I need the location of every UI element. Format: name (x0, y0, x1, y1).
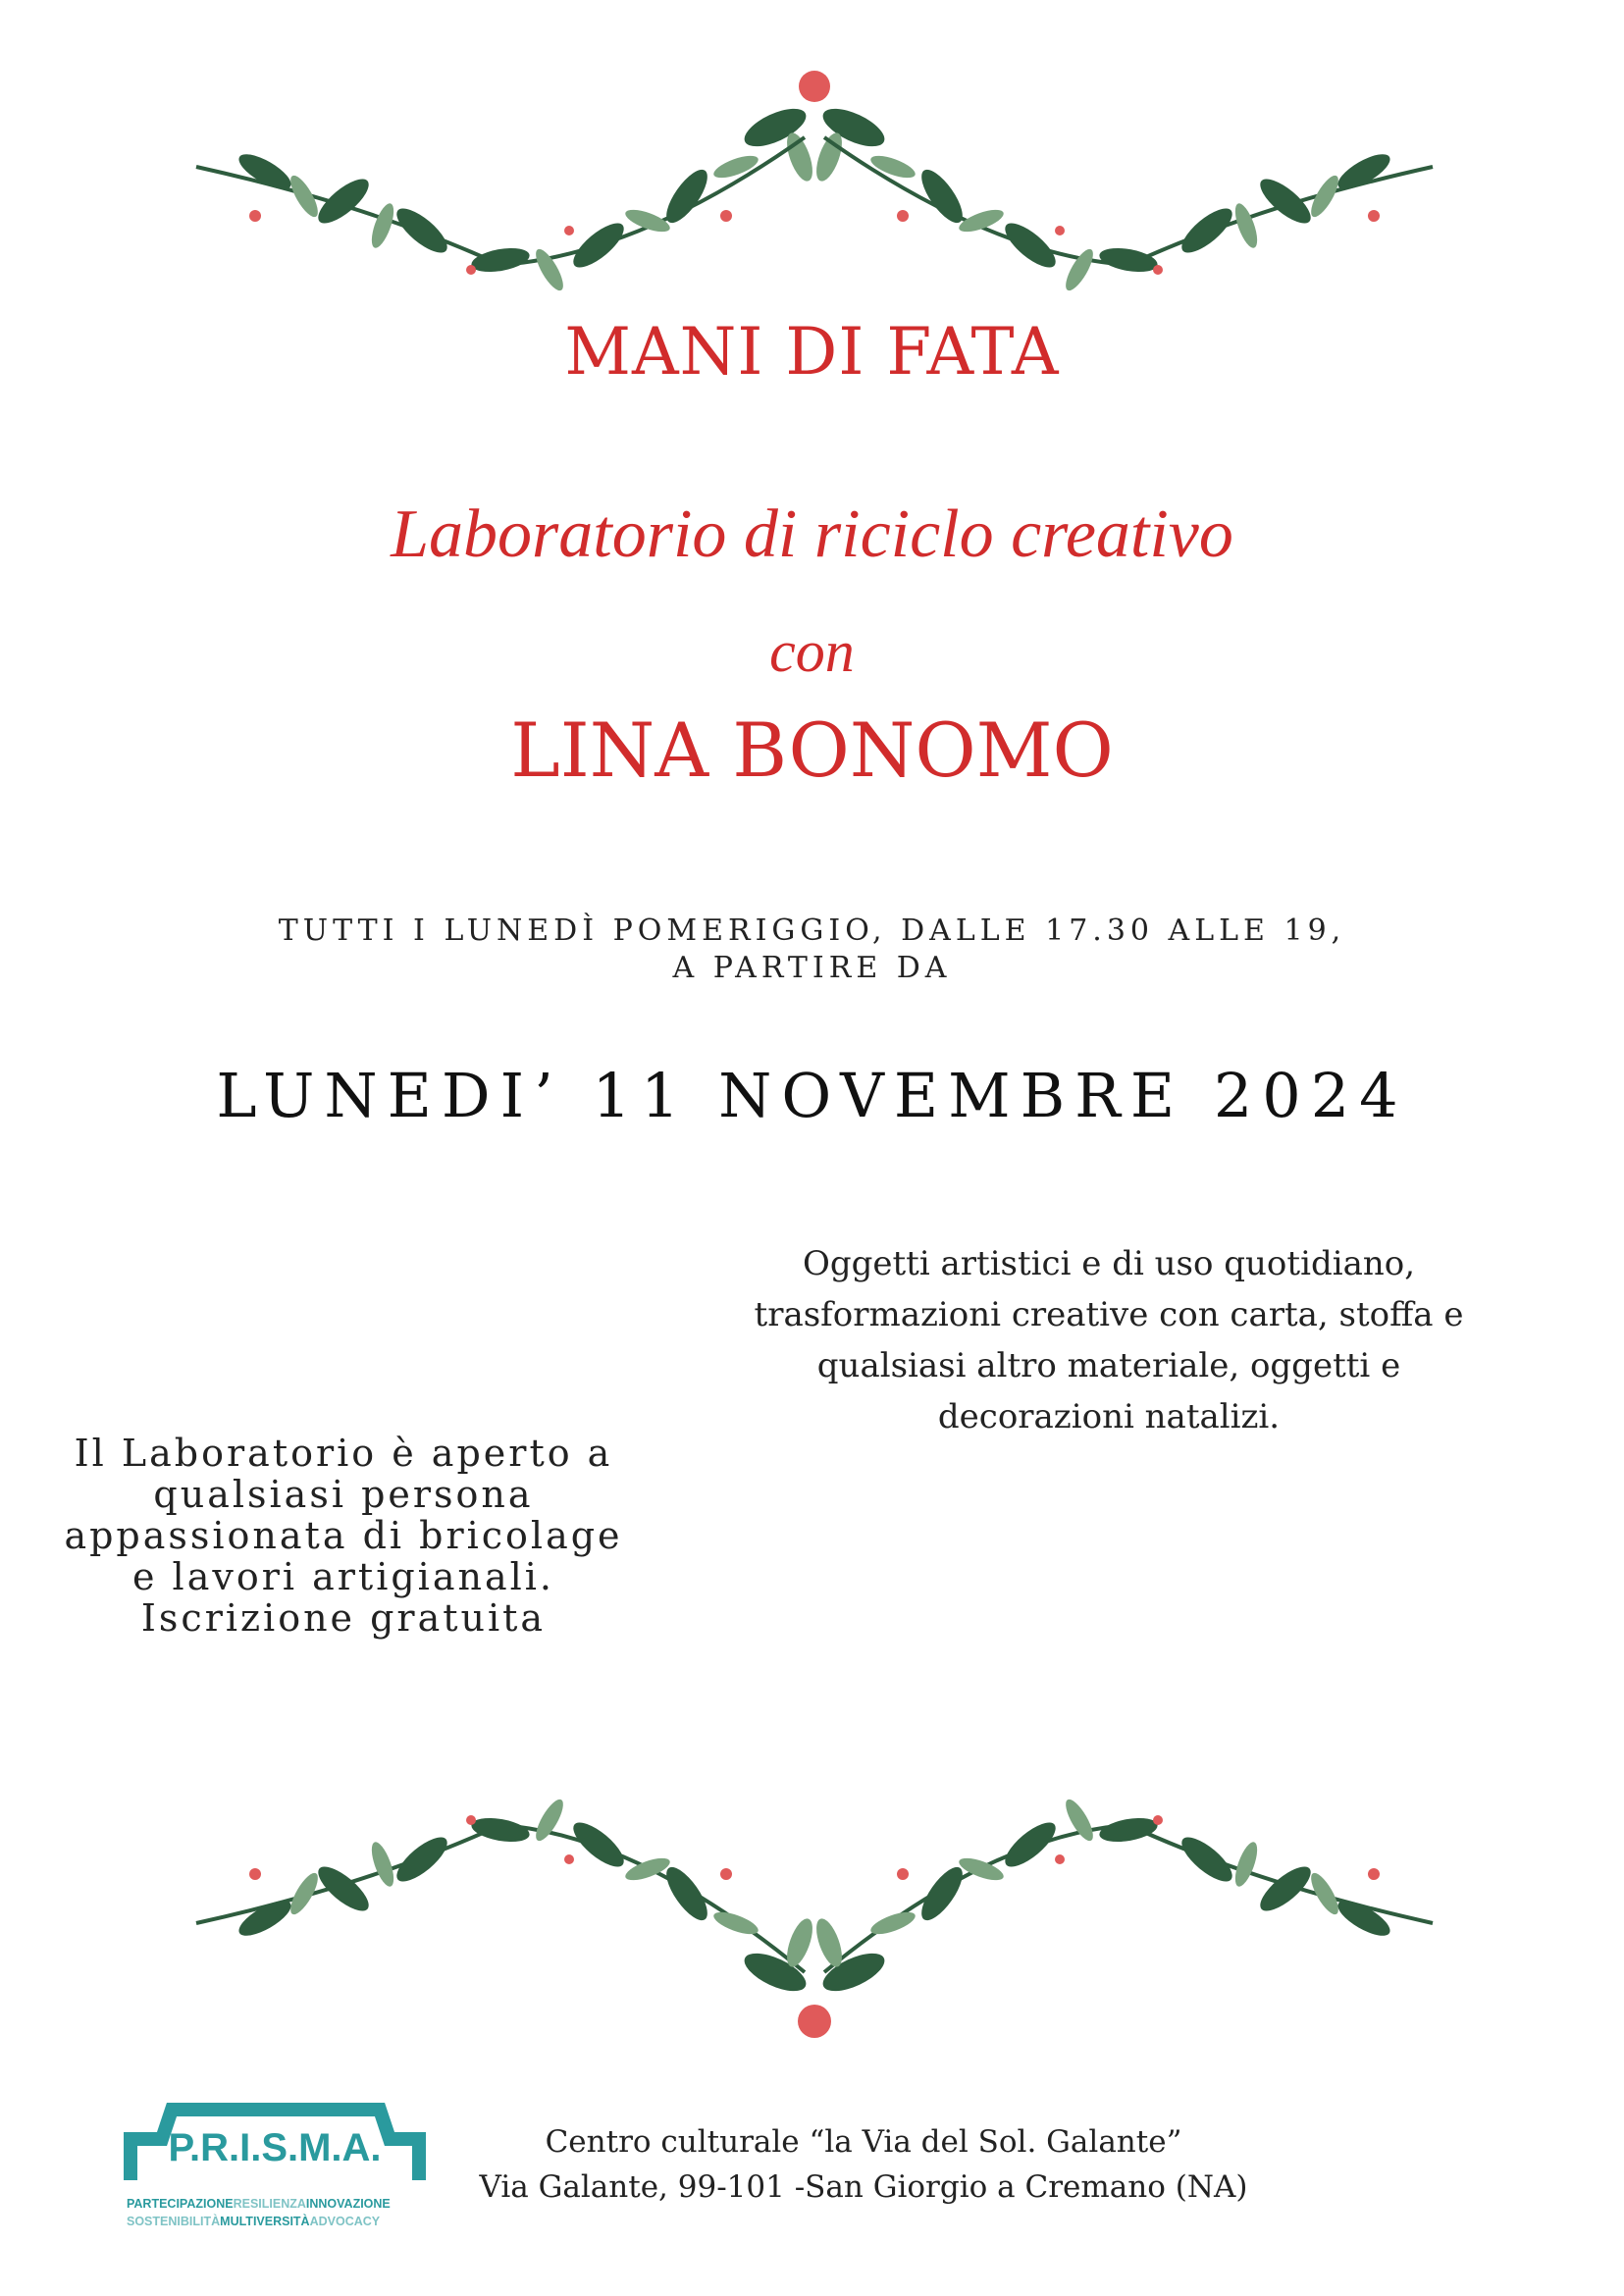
logo-tag: SOSTENIBILITÀ (127, 2215, 221, 2228)
schedule-block (0, 913, 1624, 987)
event-date: LUNEDI’ 11 NOVEMBRE 2024 (216, 1060, 1408, 1131)
logo-tag: RESILIENZA (233, 2197, 306, 2211)
open-info-line: Il Laboratorio è aperto a (74, 1432, 613, 1475)
host-name: LINA BONOMO (510, 706, 1114, 794)
venue-address: Via Galante, 99-101 -San Giorgio a Cremano (NA) (479, 2169, 1248, 2205)
description-line: trasformazioni creative con carta, stoffa e (754, 1295, 1464, 1334)
logo-tag: MULTIVERSITÀ (220, 2215, 310, 2228)
open-info-line: appassionata di bricolage (64, 1514, 623, 1557)
prisma-logo (123, 2100, 427, 2247)
open-info-line: qualsiasi persona (153, 1473, 534, 1516)
open-info-line: Iscrizione gratuita (140, 1596, 547, 1640)
venue-block (432, 2119, 1295, 2210)
svg-text:SOSTENIBILITÀMULTIVERSITÀADVOC (127, 2214, 381, 2228)
description-line: Oggetti artistici e di uso quotidiano, (802, 1244, 1416, 1283)
venue-name: Centro culturale “la Via del Sol. Galante” (545, 2124, 1182, 2160)
berry-top-center (799, 71, 830, 102)
open-info-line: e lavori artigianali. (131, 1555, 554, 1598)
garland-top-decoration (177, 59, 1452, 324)
leaf-cluster-center (739, 1915, 889, 1999)
description-line: decorazioni natalizi. (937, 1397, 1281, 1436)
svg-text:PARTECIPAZIONERESILIENZAINNOVA (127, 2197, 391, 2211)
description-block (736, 1238, 1482, 1442)
logo-tag: INNOVAZIONE (305, 2197, 391, 2211)
schedule-line: TUTTI I LUNEDÌ POMERIGGIO, DALLE 17.30 ALLE 19, (278, 913, 1346, 948)
schedule-line: A PARTIRE DA (672, 951, 952, 985)
garland-bottom-decoration (177, 1776, 1452, 2051)
connector-text: con (769, 619, 855, 684)
event-subtitle: Laboratorio di riciclo creativo (391, 496, 1233, 572)
event-title: MANI DI FATA (564, 314, 1060, 390)
logo-tag: PARTECIPAZIONE (127, 2197, 234, 2211)
berry-bottom-center (798, 2005, 831, 2038)
logo-tag: ADVOCACY (309, 2215, 381, 2228)
logo-wordmark: P.R.I.S.M.A. (168, 2126, 382, 2169)
leaf-cluster-center (739, 101, 889, 184)
open-info-block (59, 1433, 628, 1639)
description-line: qualsiasi altro materiale, oggetti e (816, 1346, 1401, 1385)
